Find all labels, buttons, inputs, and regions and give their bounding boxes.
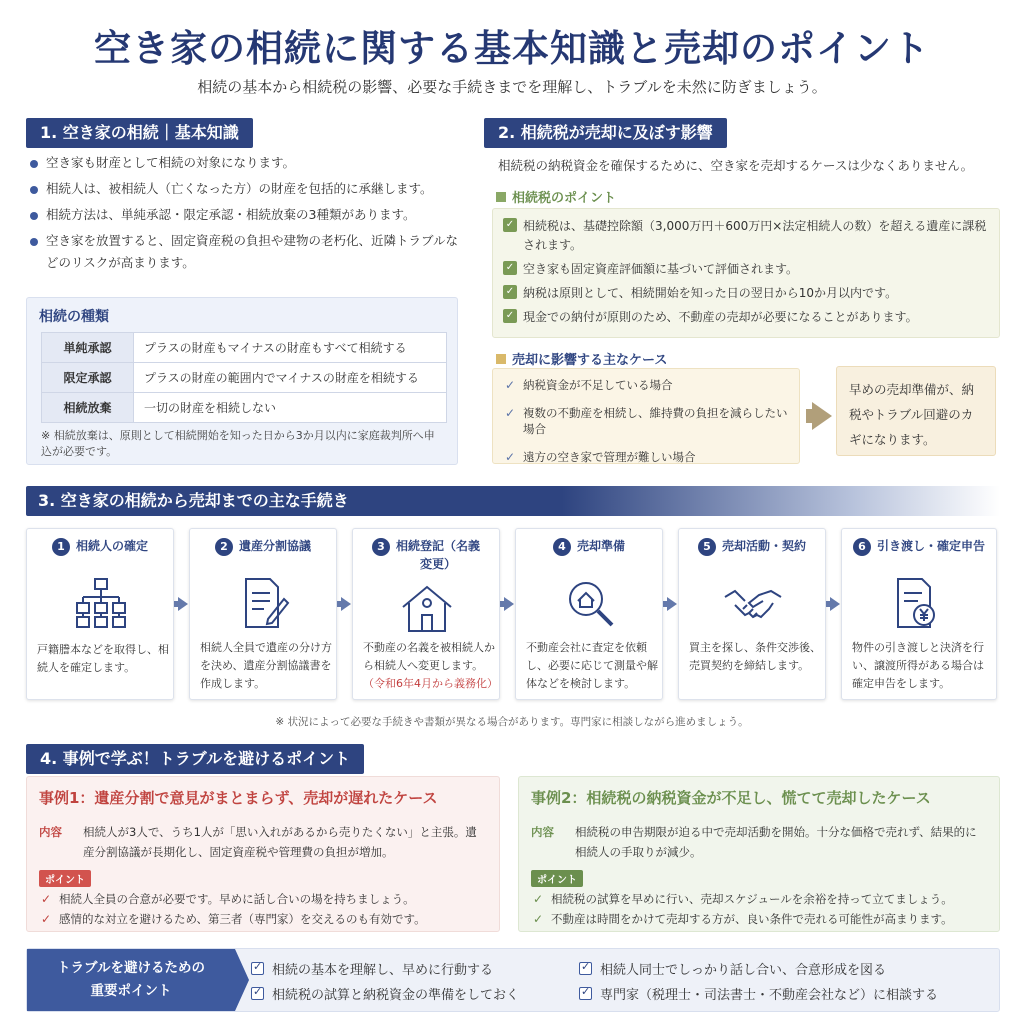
step-number: 2 [215, 538, 233, 556]
list-item: ✓ 複数の不動産を相続し、維持費の負担を減らしたい場合 [505, 406, 788, 436]
step-text: 物件の引き渡しと決済を行い、譲渡所得がある場合は確定申告をします。 [852, 641, 984, 690]
step-title: 引き渡し・確定申告 [876, 539, 985, 553]
check-icon: ✓ [41, 912, 52, 926]
step-title: 遺産分割協議 [238, 539, 311, 553]
section2-intro: 相続税の納税資金を確保するために、空き家を売却するケースは少なくありません。 [498, 158, 974, 173]
table-row [42, 333, 447, 363]
case-content: 相続税の申告期限が迫る中で売却活動を開始。十分な価格で売れず、結果的に相続人の手取りが減少。 [575, 825, 977, 859]
list-item: ✓ 感情的な対立を避けるため、第三者（専門家）を交えるのも有効です。 [39, 909, 487, 929]
bullet-item: 相続人は、被相続人（亡くなった方）の財産を包括的に承継します。 [28, 178, 458, 200]
document-pen-icon [234, 573, 294, 633]
section4-heading: 4. 事例で学ぶ！トラブルを避けるポイント [26, 744, 364, 774]
step-title: 売却活動・契約 [721, 539, 806, 553]
types-note: ※ 相続放棄は、原則として相続開始を知った日から3か月以内に家庭裁判所へ申込が必要です。 [41, 429, 435, 458]
step-number: 4 [553, 538, 571, 556]
case1-box [26, 776, 500, 932]
checkbox-icon [251, 962, 264, 975]
org-chart-icon [71, 573, 131, 633]
key-point-item: ✓ 相続人同士でしっかり話し合い、合意形成を図る [579, 959, 886, 978]
list-item: ✓ 納税は原則として、相続開始を知った日の翌日から10か月以内です。 [503, 284, 989, 303]
type-desc: プラスの財産の範囲内でマイナスの財産を相続する [134, 363, 447, 393]
page-title: 空き家の相続に関する基本知識と売却のポイント [94, 26, 930, 70]
list-item: ✓ 遠方の空き家で管理が難しい場合 [505, 450, 696, 464]
step-text: 相続人全員で遺産の分け方を決め、遺産分割協議書を作成します。 [200, 641, 332, 690]
check-icon: ✓ [533, 912, 544, 926]
step-card [841, 528, 997, 700]
type-desc: 一切の財産を相続しない [134, 393, 447, 423]
check-icon: ✓ [41, 892, 52, 906]
tax-points-title-text: 相続税のポイント [512, 191, 617, 206]
check-icon: ✓ [503, 261, 517, 275]
case-title: 事例2：相続税の納税資金が不足し、慌てて売却したケース [531, 789, 931, 807]
section1-heading: 1. 空き家の相続｜基本知識 [26, 118, 253, 148]
content-label: 内容 [39, 825, 62, 839]
section2-heading: 2. 相続税が売却に及ぼす影響 [484, 118, 727, 148]
list-item: ✓ 空き家も固定資産評価額に基づいて評価されます。 [503, 260, 989, 279]
type-desc: プラスの財産もマイナスの財産もすべて相続する [134, 333, 447, 363]
page-subtitle: 相続の基本から相続税の影響、必要な手続きまでを理解し、トラブルを未然に防ぎましょう。 [197, 78, 827, 96]
list-item: ✓ 相続税の試算を早めに行い、売却スケジュールを余裕を持って立てましょう。 [531, 889, 987, 909]
case-content: 相続人が3人で、うち1人が「思い入れがあるから売りたくない」と主張。遺産分割協議が長期化し、固定資産税や管理費の負担が増加。 [83, 825, 477, 859]
step-number: 3 [372, 538, 390, 556]
bullet-item: 相続方法は、単純承認・限定承認・相続放棄の3種類があります。 [28, 204, 458, 226]
step-card [515, 528, 663, 700]
step-number: 5 [698, 538, 716, 556]
types-table [41, 332, 447, 423]
check-icon: ✓ [505, 378, 516, 392]
house-icon [397, 579, 457, 639]
checkbox-icon [579, 987, 592, 1000]
list-item: ✓ 現金での納付が原則のため、不動産の売却が必要になることがあります。 [503, 308, 989, 327]
tax-points-title [496, 187, 616, 206]
right-arrow-icon [667, 597, 677, 611]
list-item: ✓ 相続税は、基礎控除額（3,000万円＋600万円×法定相続人の数）を超える遺産に課税されます。 [503, 217, 989, 255]
type-name: 限定承認 [42, 363, 134, 393]
section1-bullets [28, 152, 458, 278]
inheritance-types-box [26, 297, 458, 465]
step-title: 相続登記（名義変更） [396, 539, 481, 571]
step-text: 不動産の名義を被相続人から相続人へ変更します。 （令和6年4月から義務化） [363, 641, 498, 690]
right-arrow-icon [830, 597, 840, 611]
list-item: ✓ 相続人全員の合意が必要です。早めに話し合いの場を持ちましょう。 [39, 889, 487, 909]
checkbox-icon [251, 987, 264, 1000]
content-label: 内容 [531, 825, 554, 839]
key-points-label: トラブルを避けるための 重要ポイント [27, 949, 235, 1011]
bullet-item: 空き家も財産として相続の対象になります。 [28, 152, 458, 174]
step-note: （令和6年4月から義務化） [363, 677, 498, 690]
step-title: 相続人の確定 [75, 539, 148, 553]
square-icon [496, 354, 506, 364]
section3-heading: 3. 空き家の相続から売却までの主な手続き [26, 486, 1000, 516]
cases-title-text: 売却に影響する主なケース [512, 353, 668, 368]
key-points-bar [26, 948, 1000, 1012]
step-card [678, 528, 826, 700]
step-text: 戸籍謄本などを取得し、相続人を確定します。 [37, 643, 169, 674]
key-point-item: ✓ 専門家（税理士・司法書士・不動産会社など）に相談する [579, 984, 938, 1003]
type-name: 相続放棄 [42, 393, 134, 423]
cases-title [496, 349, 667, 368]
square-icon [496, 192, 506, 202]
step-number: 1 [52, 538, 70, 556]
cases-box [492, 368, 800, 464]
point-tag: ポイント [531, 870, 583, 887]
table-row [42, 363, 447, 393]
point-tag: ポイント [39, 870, 91, 887]
types-title: 相続の種類 [39, 309, 109, 325]
check-icon: ✓ [533, 892, 544, 906]
right-arrow-icon [504, 597, 514, 611]
bullet-item: 空き家を放置すると、固定資産税の負担や建物の老朽化、近隣トラブルなどのリスクが高まります。 [28, 230, 458, 274]
advice-box: 早めの売却準備が、納税やトラブル回避のカギになります。 [836, 366, 996, 456]
handshake-icon [723, 573, 783, 633]
tax-points-box [492, 208, 1000, 338]
right-arrow-icon [341, 597, 351, 611]
step-text: 買主を探し、条件交渉後、売買契約を締結します。 [689, 641, 821, 672]
section3-note: ※ 状況によって必要な手続きや書類が異なる場合があります。専門家に相談しながら進めましょう。 [275, 716, 749, 728]
step-title: 売却準備 [576, 539, 625, 553]
yen-document-icon [886, 573, 946, 633]
key-point-item: ✓ 相続税の試算と納税資金の準備をしておく [251, 984, 519, 1003]
type-name: 単純承認 [42, 333, 134, 363]
check-icon: ✓ [503, 218, 517, 232]
search-house-icon [560, 573, 620, 633]
step-number: 6 [853, 538, 871, 556]
step-card [26, 528, 174, 700]
list-item: ✓ 不動産は時間をかけて売却する方が、良い条件で売れる可能性が高まります。 [531, 909, 987, 929]
check-icon: ✓ [503, 285, 517, 299]
step-card [352, 528, 500, 700]
right-arrow-icon [178, 597, 188, 611]
key-point-item: ✓ 相続の基本を理解し、早めに行動する [251, 959, 493, 978]
case2-box [518, 776, 1000, 932]
right-arrow-icon [235, 949, 249, 1011]
case-title: 事例1：遺産分割で意見がまとまらず、売却が遅れたケース [39, 789, 438, 807]
check-icon: ✓ [505, 450, 516, 464]
step-card [189, 528, 337, 700]
check-icon: ✓ [503, 309, 517, 323]
list-item: ✓ 納税資金が不足している場合 [505, 378, 673, 392]
step-text: 不動産会社に査定を依頼し、必要に応じて測量や解体などを検討します。 [526, 641, 658, 690]
right-arrow-icon [812, 402, 832, 430]
check-icon: ✓ [505, 406, 516, 420]
table-row [42, 393, 447, 423]
checkbox-icon [579, 962, 592, 975]
